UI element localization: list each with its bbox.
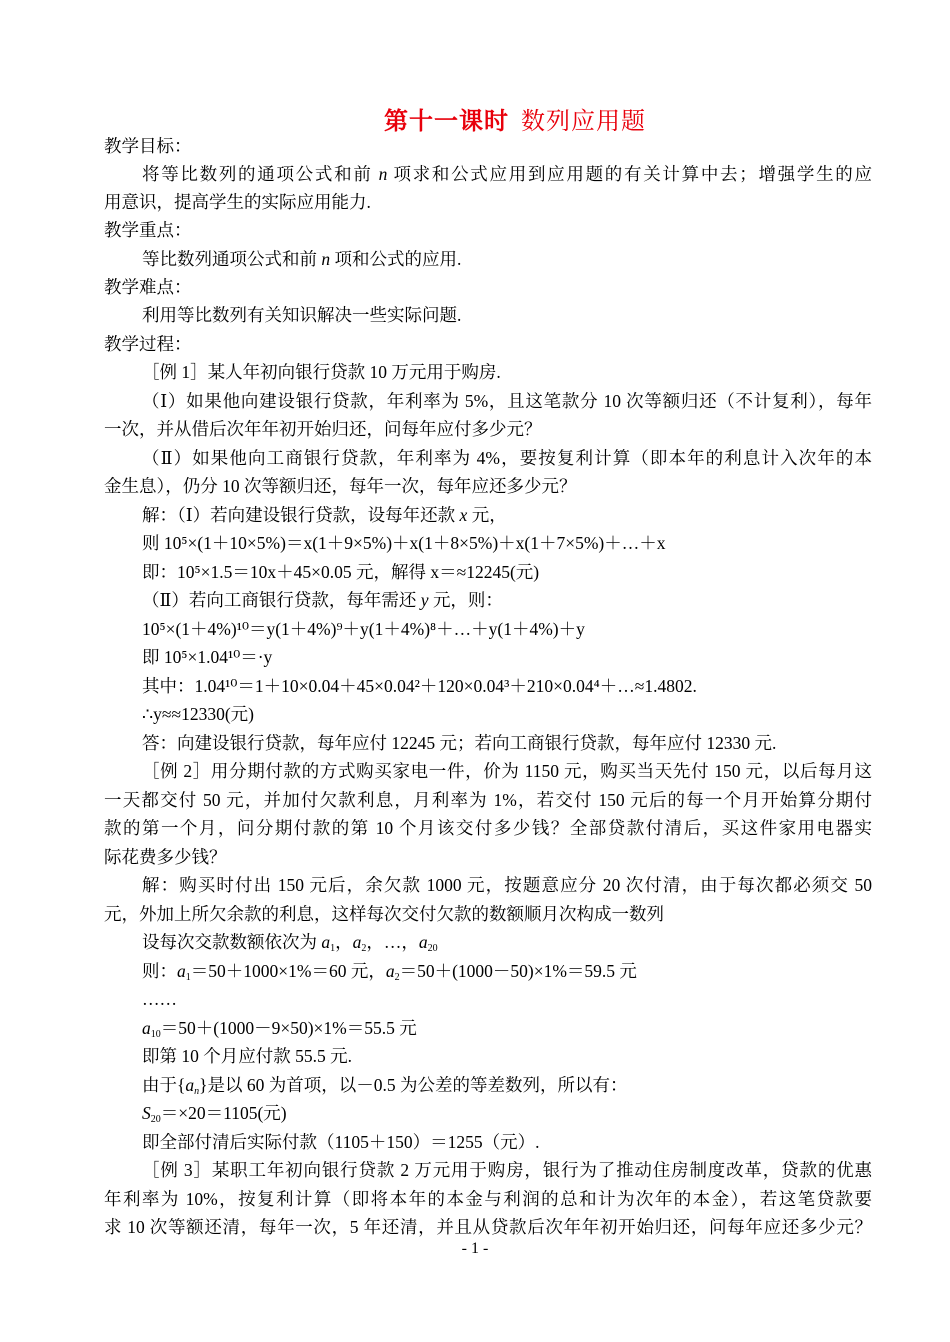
ex1-equation-3: 10⁵×(1＋4%)¹⁰＝y(1＋4%)⁹＋y(1＋4%)⁸＋…＋y(1＋4%)＋y — [142, 619, 585, 639]
goal-line-1: 将等比数列的通项公式和前 n 项求和公式应用到应用题的有关计算中去；增强学生的应 — [142, 164, 873, 184]
page-title — [0, 101, 950, 136]
ex1-equation-2: 即：10⁵×1.5＝10x＋45×0.05 元，解得 x＝≈12245(元) — [142, 562, 540, 582]
ex1-solution-1: 解：（Ⅰ）若向建设银行贷款，设每年还款 x 元， — [142, 505, 507, 525]
title-main: 第十一课时 — [384, 107, 509, 135]
ex2-solution-8: $S_{20}=\times 20=1105$(元) — [142, 1103, 287, 1125]
key-text: 等比数列通项公式和前 n 项和公式的应用. — [142, 249, 462, 269]
ex2-solution-2: 元，外加上所欠余款的利息，这样每次交付欠款的数额顺月次构成一数列 — [104, 904, 664, 924]
ex1-q1-line2: 一次，并从借后次年年初开始归还，问每年应付多少元？ — [104, 419, 542, 439]
heading-process: 教学过程： — [104, 334, 192, 354]
ex2-ellipsis: …… — [142, 989, 177, 1009]
page-number: - 1 - — [461, 1240, 489, 1257]
ex1-answer: 答：向建设银行贷款，每年应付 12245 元；若向工商银行贷款，每年应付 12330 元. — [142, 733, 777, 753]
ex1-solution-2: （Ⅱ）若向工商银行贷款，每年需还 y 元，则： — [142, 590, 503, 610]
ex1-q2-line1: （Ⅱ）如果他向工商银行贷款，年利率为 4%，要按复利计算（即本年的利息计入次年的本 — [142, 448, 872, 468]
ex3-question-3: 求 10 次等额还清，每年一次，5 年还清，并且从贷款后次年年初开始归还，问每年应还多少元？ — [104, 1217, 872, 1237]
goal-line-2: 用意识，提高学生的实际应用能力. — [104, 192, 371, 212]
heading-goal: 教学目标： — [104, 136, 192, 156]
ex2-question-4: 际花费多少钱？ — [104, 847, 227, 867]
ex2-solution-5: $a_{10}=50+(1000-9\times 50)\times 1\%=55.5$ 元 — [142, 1018, 417, 1040]
ex1-equation-1: 则 10⁵×(1＋10×5%)＝x(1＋9×5%)＋x(1＋8×5%)＋x(1＋7×5%)＋…＋x — [142, 533, 666, 553]
ex2-question-1: ［例 2］用分期付款的方式购买家电一件，价为 1150 元，购买当天先付 150 元，以后每月这 — [142, 761, 872, 781]
ex3-question-2: 年利率为 10%，按复利计算（即将本年的本金与利润的总和计为次年的本金），若这笔贷款要 — [104, 1189, 872, 1209]
ex1-equation-6: ∴y≈≈12330(元) — [142, 704, 254, 724]
ex3-question-1: ［例 3］某职工年初向银行贷款 2 万元用于购房，银行为了推动住房制度改革，贷款的优惠 — [142, 1160, 872, 1180]
ex2-solution-1: 解：购买时付出 150 元后，余欠款 1000 元，按题意应分 20 次付清，由于每次都必须交 50 — [142, 875, 872, 895]
ex2-question-2: 一天都交付 50 元，并加付欠款利息，月利率为 1%，若交付 150 元后的每一个月开始算分期付 — [104, 790, 872, 810]
ex2-solution-3: 设每次交款数额依次为 $a_1$，$a_2$，…，$a_{20}$ — [142, 932, 438, 954]
ex2-solution-6: 即第 10 个月应付款 55.5 元. — [142, 1046, 352, 1066]
ex2-solution-9: 即全部付清后实际付款（1105＋150）＝1255（元）. — [142, 1132, 540, 1152]
ex2-solution-7: 由于$\{a_n\}$是以 60 为首项，以－0.5 为公差的等差数列，所以有： — [142, 1075, 628, 1097]
ex1-title: ［例 1］某人年初向银行贷款 10 万元用于购房. — [142, 362, 501, 382]
ex2-solution-4: 则：$a_1=50+1000\times 1\%=60$ 元，$a_2=50+(1000-50)\times 1\%=59.5$ 元 — [142, 961, 637, 983]
ex1-equation-5: 其中：1.04¹⁰＝1＋10×0.04＋45×0.04²＋120×0.04³＋210×0.04⁴＋…≈1.4802. — [142, 676, 697, 696]
ex2-question-3: 款的第一个月，问分期付款的第 10 个月该交付多少钱？全部贷款付清后，买这件家用电器实 — [104, 818, 872, 838]
ex1-q1-line1: （Ⅰ）如果他向建设银行贷款，年利率为 5%，且这笔款分 10 次等额归还（不计复利），每年 — [142, 391, 872, 411]
heading-key: 教学重点： — [104, 220, 192, 240]
ex1-q2-line2: 金生息），仍分 10 次等额归还，每年一次，每年应还多少元？ — [104, 476, 577, 496]
title-sub: 数列应用题 — [521, 107, 646, 135]
difficulty-text: 利用等比数列有关知识解决一些实际问题. — [142, 305, 462, 325]
heading-difficulty: 教学难点： — [104, 277, 192, 297]
ex1-equation-4: 即 10⁵×1.04¹⁰＝·y — [142, 647, 273, 667]
